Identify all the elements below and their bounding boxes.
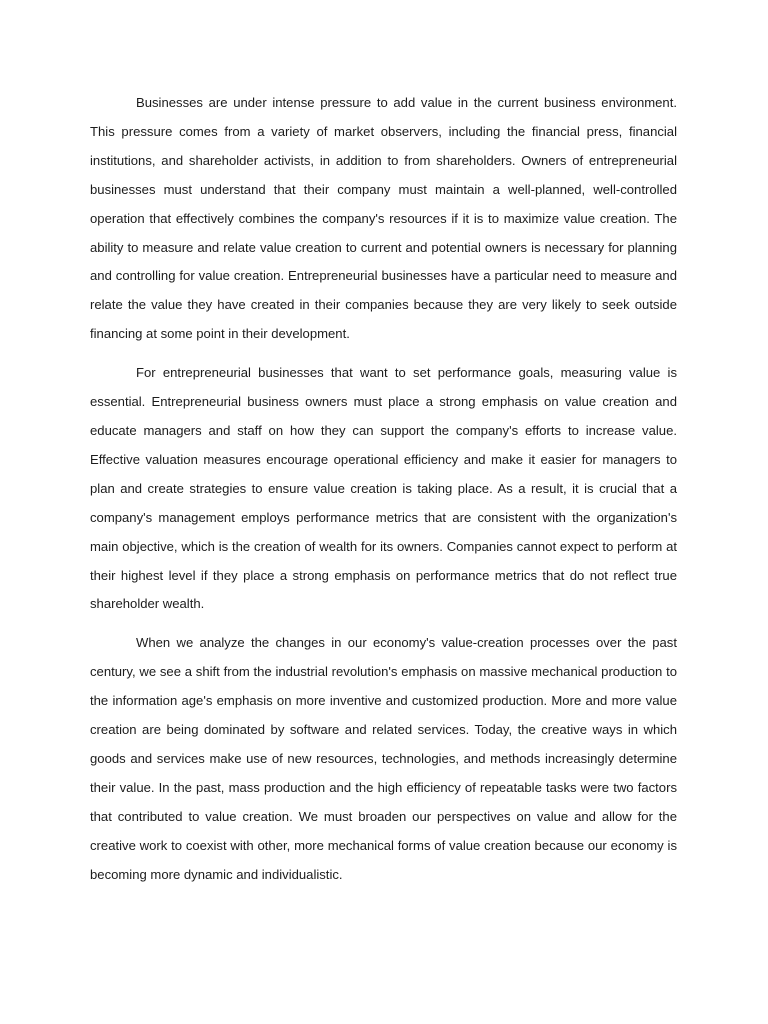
paragraph-2: For entrepreneurial businesses that want to set performance goals, measuring value is essential. Entrepreneurial business owners must place a strong emphasis on value creation and educate managers and staff on how they can support the company's efforts to increase value. Effective valuation measures encourage operational efficiency and make it easier for managers to plan and create strategies to ensure value creation is taking place. As a result, it is crucial that a company's management employs performance metrics that are consistent with the organization's main objective, which is the creation of wealth for its owners. Companies cannot expect to perform at their highest level if they place a strong emphasis on performance metrics that do not reflect true shareholder wealth. [90,365,677,612]
paragraph-3: When we analyze the changes in our economy's value-creation processes over the past century, we see a shift from the industrial revolution's emphasis on massive mechanical production to the information age's emphasis on more inventive and customized production. More and more value creation are being dominated by software and related services. Today, the creative ways in which goods and services make use of new resources, technologies, and methods increasingly determine their value. In the past, mass production and the high efficiency of repeatable tasks were two factors that contributed to value creation. We must broaden our perspectives on value and allow for the creative work to coexist with other, more mechanical forms of value creation because our economy is becoming more dynamic and individualistic. [90,635,677,882]
document-body [90,89,677,899]
paragraph-1: Businesses are under intense pressure to add value in the current business environment. This pressure comes from a variety of market observers, including the financial press, financial institutions, and shareholder activists, in addition to from shareholders. Owners of entrepreneurial businesses must understand that their company must maintain a well-planned, well-controlled operation that effectively combines the company's resources if it is to maximize value creation. The ability to measure and relate value creation to current and potential owners is necessary for planning and controlling for value creation. Entrepreneurial businesses have a particular need to measure and relate the value they have created in their companies because they are very likely to seek outside financing at some point in their development. [90,95,677,342]
